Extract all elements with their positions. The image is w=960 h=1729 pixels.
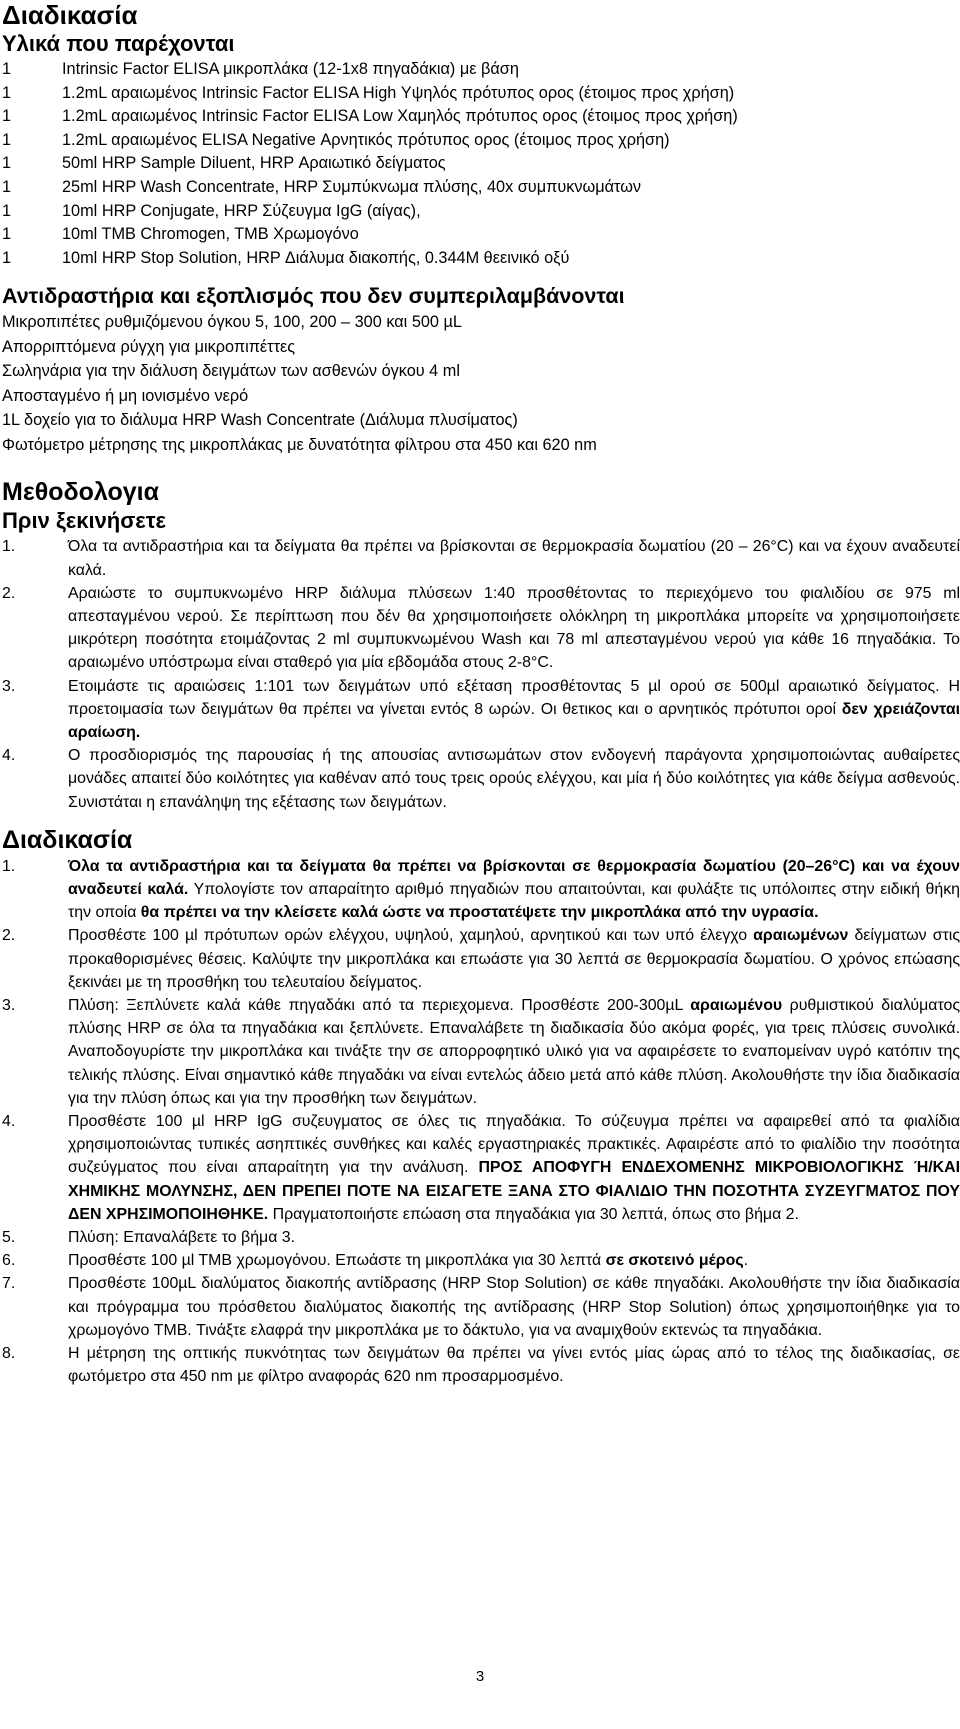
step-item: 2. Αραιώστε το συμπυκνωμένο HRP διάλυμα πλύσεων 1:40 προσθέτοντας το περιεχόμενο του φιαλιδίου σε 975 ml απεσταγμένου νερού. Σε περίπτωση που δέν θα χρησιμοποιήσετε ολόκληρη τη μικροπλάκα μπορείτε να χρησιμοποιήσετε μικρότερη ποσότητα ετοιμάζοντας 2 ml συμπυκνωμένου Wash και 78 ml απεσταγμένου νερού για κάθε 16 πηγαδάκια. Το αραιωμένο υπόστρωμα είναι σταθερό για μία εβδομάδα στους 2-8°C. xyxy=(2,584,960,672)
step-item: 1. Όλα τα αντιδραστήρια και τα δείγματα θα πρέπει να βρίσκονται σε θερμοκρασία δωματίου (20 – 26°C) και να έχουν αναδευτεί καλά. xyxy=(2,538,960,579)
step-item: 3. Ετοιμάστε τις αραιώσεις 1:101 των δειγμάτων υπό εξέταση προσθέτοντας 5 µl ορού σε 500µl αραιωτικό δείγματος. Η προετοιμασία των δειγμάτων θα πρέπει να γίνεται εντός 8 ωρών. Οι θετικος και ο αρνητικός πρότυποι οροί δεν χρειάζονται αραίωση. xyxy=(2,677,960,741)
list-item: 1 50ml HRP Sample Diluent, HRP Αραιωτικό δείγματος xyxy=(2,154,446,173)
list-item: 1 1.2mL αραιωμένος Intrinsic Factor ELISA Low Χαμηλός πρότυπος ορος (έτοιμος προς χρήση) xyxy=(2,107,738,126)
list-item: Σωληνάρια για την διάλυση δειγμάτων των ασθενών όγκου 4 ml xyxy=(2,362,460,381)
list-item: 1L δοχείο για το διάλυμα HRP Wash Concentrate (Διάλυμα πλυσίματος) xyxy=(2,411,518,430)
procedure-steps xyxy=(2,855,960,1389)
list-item: Μικροπιπέτες ρυθμιζόμενου όγκου 5, 100, 200 – 300 και 500 µL xyxy=(2,313,462,332)
step-item: 4. Ο προσδιορισμός της παρουσίας ή της απουσίας αντισωμάτων στον ενδογενή παράγοντα χρησιμοποιώντας αυθαίρετες μονάδες απαιτεί δύο κοιλότητες για καθέναν από τους τρεις ορούς ελέγχου, και μία ή δύο κοιλότητες για κάθε δείγμα ασθενούς. Συνιστάται η επανάληψη της εξέτασης των δειγμάτων. xyxy=(2,747,960,811)
before-start-steps xyxy=(2,535,960,813)
before-start-heading: Πριν ξεκινήσετε xyxy=(2,508,167,534)
methodology-heading: Μεθοδολογια xyxy=(2,478,159,507)
step-item: 5. Πλύση: Επαναλάβετε το βήμα 3. xyxy=(2,1229,296,1247)
page-number: 3 xyxy=(475,1668,485,1685)
step-item: 6. Προσθέστε 100 µl TMB χρωμογόνου. Επωάστε τη μικροπλάκα για 30 λεπτά σε σκοτεινό μέρος. xyxy=(2,1252,749,1270)
step-item: 3. Πλύση: Ξεπλύνετε καλά κάθε πηγαδάκι από τα περιεχομενα. Προσθέστε 200-300µL αραιωμένου ρυθμιστικού διαλύματος πλύσης HRP σε όλα τα πηγαδάκια και ξεπλύνετε. Επαναλάβετε τη διαδικασία δύο ακόμα φορές, για τρεις πλύσεις συνολικά. Αναποδογυρίστε την μικροπλάκα και τινάξτε την σε απορροφητικό υλικό για να αφαιρέσετε το εναπομείναν υγρό κατόπιν της τελικής πλύσης. Είναι σημαντικό κάθε πηγαδάκι να είναι εντελώς άδειο μετά από κάθε πλύση. Ακολουθήστε την ίδια διαδικασία για την πλύση όπως και για την προσθήκη των δειγμάτων. xyxy=(2,997,960,1107)
list-item: 1 1.2mL αραιωμένος ELISA Negative Αρνητικός πρότυπος ορος (έτοιμος προς χρήση) xyxy=(2,130,670,149)
list-item: Φωτόμετρο μέτρησης της μικροπλάκας με δυνατότητα φίλτρου στα 450 και 620 nm xyxy=(2,435,597,454)
list-item: 1 10ml HRP Stop Solution, HRP Διάλυμα διακοπής, 0.344M θεεινικό οξύ xyxy=(2,248,570,267)
step-item: 2. Προσθέστε 100 µl πρότυπων ορών ελέγχου, υψηλού, χαμηλού, αρνητικού και των υπό έλεγχο αραιωμένων δείγματων στις προκαθορισμένες θέσεις. Καλύψτε την μικροπλάκα και επωάστε για 30 λεπτά σε θερμοκρασία δωματίου. Ο χρόνος επώασης ξεκινάει με τη προσθήκη του τελευταίου δείγματος. xyxy=(2,927,960,991)
list-item: 1 1.2mL αραιωμένος Intrinsic Factor ELISA High Υψηλός πρότυπος ορος (έτοιμος προς χρήση) xyxy=(2,83,735,102)
list-item: 1 25ml HRP Wash Concentrate, HRP Συμπύκνωμα πλύσης, 40x συμπυκνωμάτων xyxy=(2,177,642,196)
step-item: 4. Προσθέστε 100 µl HRP IgG συζευγματος σε όλες τις πηγαδάκια. Το σύζευγμα πρέπει να αφαιρεθεί από τα φιαλίδια χρησιμοποιώντας τυπικές ασηπτικές συνθήκες και καλές εργαστηριακές πρακτικές. Αφαιρέστε από το φιαλίδιο την ποσότητα συζεύγματος που είναι απαραίτητη για την ανάλυση. ΠΡΟΣ ΑΠΟΦΥΓΗ ΕΝΔΕΧΟΜΕΝΗΣ ΜΙΚΡΟΒΙΟΛΟΓΙΚΗΣ Ή/ΚΑΙ ΧΗΜΙΚΗΣ ΜΟΛΥΝΣΗΣ, ΔΕΝ ΠΡΕΠΕΙ ΠΟΤΕ ΝΑ ΕΙΣΑΓΕΤΕ ΞΑΝΑ ΣΤΟ ΦΙΑΛΙΔΙΟ ΤΗΝ ΠΟΣΟΤΗΤΑ ΣΥΖΕΥΓΜΑΤΟΣ ΠΟΥ ΔΕΝ ΧΡΗΣΙΜΟΠΟΙΗΘΗΚΕ. Πραγματοποιήστε επώαση στα πηγαδάκια για 30 λεπτά, όπως στο βήμα 2. xyxy=(2,1113,960,1223)
supplied-materials-heading: Υλικά που παρέχονται xyxy=(2,31,235,56)
step-item: 8. Η μέτρηση της οπτικής πυκνότητας των δειγμάτων θα πρέπει να γίνει εντός μίας ώρας από το τέλος της διαδικασίας, σε φωτόμετρο στα 450 nm με φίλτρο αναφοράς 620 nm προσαρμοσμένο. xyxy=(2,1345,960,1386)
step-item: 7. Προσθέστε 100µL διαλύματος διακοπής αντίδρασης (HRP Stop Solution) σε κάθε πηγαδάκι. Ακολουθήστε την ίδια διαδικασία και πρόγραμμα του πρόσθετου διαλύματος διακοπής της αντίδρασης (HRP Stop Solution) όπως χρησιμοποιήθηκε για το χρωμογόνο TMB. Τινάξτε ελαφρά την μικροπλάκα με το δάκτυλο, για να αναμιχθούν εκτενώς τα πηγαδάκια. xyxy=(2,1275,960,1339)
list-item: Απορριπτόμενα ρύγχη για μικροπιπέττες xyxy=(2,337,296,356)
not-supplied-heading: Αντιδραστήρια και εξοπλισμός που δεν συμπεριλαμβάνονται xyxy=(2,284,625,309)
procedure-heading: Διαδικασία xyxy=(2,0,138,30)
list-item: Αποσταγμένο ή μη ιονισμένο νερό xyxy=(2,386,249,405)
list-item: 1 10ml HRP Conjugate, HRP Σύζευγμα IgG (αίγας), xyxy=(2,201,421,220)
list-item: 1 10ml TMB Chromogen, TMB Χρωμογόνο xyxy=(2,225,359,244)
list-item: 1 Intrinsic Factor ELISA μικροπλάκα (12-1x8 πηγαδάκια) με βάση xyxy=(2,60,519,78)
procedure-heading-2: Διαδικασία xyxy=(2,825,133,854)
supplied-materials-list xyxy=(2,58,960,270)
step-item: 1. Όλα τα αντιδραστήρια και τα δείγματα θα πρέπει να βρίσκονται σε θερμοκρασία δωματίου (20–26°C) και να έχουν αναδευτεί καλά. Υπολογίστε τον απαραίτητο αριθμό πηγαδιών που απαιτούνται, και φυλάξτε τις υπόλοιπες στην ειδική θήκη την οποία θα πρέπει να την κλείσετε καλά ώστε να προστατέψετε την μικροπλάκα από την υγρασία. xyxy=(2,857,960,922)
not-supplied-list xyxy=(2,310,960,457)
